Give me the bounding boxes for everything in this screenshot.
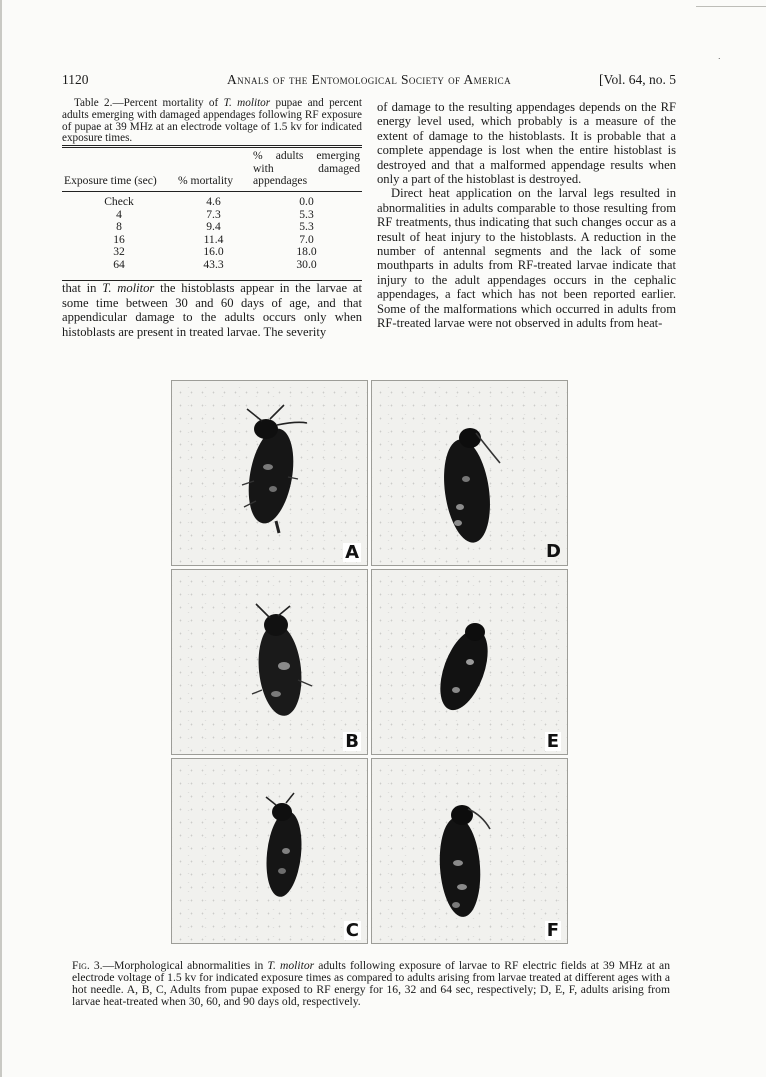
mortality-table	[62, 145, 362, 281]
table-row: 8 9.4 5.3	[116, 220, 314, 234]
figure-panel-d	[371, 380, 568, 566]
table-row: 64 43.3 30.0	[62, 259, 362, 281]
figure-panel-f	[371, 758, 568, 944]
figure-panel-e	[371, 569, 568, 755]
species-name: T. molitor	[267, 958, 315, 972]
figure-caption: Fig. 3.—Morphological abnormalities in T. molitor adults following exposure of larvae to RF electric fields at 39 MHz at an electrode voltage of 1.5 kv for indicated exposure times as compared to adults arising from larvae treated at different ages with a hot needle. A, B, C, Adults from pupae exposed to RF energy for 16, 32 and 64 sec, respectively; D, E, F, adults arising from larvae heat-treated when 30, 60, and 90 days old, respectively.	[72, 958, 670, 1008]
panel-label-e: E	[546, 731, 559, 752]
figure-panel-c	[171, 758, 368, 944]
table-header-row	[62, 147, 362, 192]
body-paragraph: that in T. molitor the histoblasts appear in the larvae at some time between 30 and 60 days of age, and that appendicular damage to the adults occurs only when histoblasts are present in treated larvae. The severity	[62, 281, 362, 339]
column-header-exposure: Exposure time (sec)	[64, 174, 157, 187]
table-caption-label: Table 2.	[74, 97, 113, 109]
figure-panel-b	[171, 569, 368, 755]
table-row: Check 4.6 0.0	[104, 195, 314, 209]
panel-label-c: C	[345, 920, 359, 941]
column-header-mortality: % mortality	[178, 174, 234, 187]
beetle-photo	[172, 570, 368, 755]
scan-speck: ˙	[717, 58, 722, 68]
body-paragraph: Direct heat application on the larval legs resulted in abnormalities in adults comparable to those resulting from RF treatments, thus indicating that such changes occur as a result of heat injury to the histoblasts. A reduction in the number of antennal segments and the lack of some mouthparts in adults from RF-treated larvae indicate that injury to the adult appendages occurs in the cephalic appendages, a fact which has not been reported earlier. Some of the malformations which occurred in adults from RF-treated larvae were not observed in adults from heat-	[377, 186, 676, 331]
table-row: 32 16.0 18.0	[113, 245, 317, 259]
beetle-photo	[172, 759, 368, 944]
journal-title: Annals of the Entomological Society of America	[227, 72, 511, 87]
panel-label-f: F	[546, 920, 559, 941]
beetle-photo	[372, 759, 568, 944]
panel-label-b: B	[345, 731, 359, 752]
volume-label: [Vol. 64, no. 5	[598, 72, 676, 87]
page-number: 1120	[62, 72, 89, 87]
running-header	[62, 72, 676, 90]
species-name: T. molitor	[102, 281, 155, 296]
beetle-photo	[372, 570, 568, 755]
beetle-photo	[172, 381, 368, 566]
left-column	[62, 98, 362, 339]
figure-caption-label: Fig. 3.	[72, 958, 103, 972]
scan-corner-line	[696, 0, 766, 7]
panel-label-d: D	[546, 541, 561, 562]
table-row: 4 7.3 5.3	[116, 207, 314, 221]
panel-label-a: A	[345, 542, 359, 563]
right-column	[377, 100, 676, 331]
figure-panel-a	[171, 380, 368, 566]
column-header-adults: % adults emerging with damaged appendages	[253, 149, 360, 187]
figure-3	[171, 380, 568, 945]
beetle-photo	[372, 381, 568, 566]
species-name: T. molitor	[223, 97, 271, 109]
table-caption: Table 2.—Percent mortality of T. molitor pupae and percent adults emerging with damaged appendages following RF exposure of pupae at 39 MHz at an electrode voltage of 1.5 kv for indicated exposure times.	[62, 97, 362, 145]
scan-edge	[0, 0, 2, 1077]
body-paragraph: of damage to the resulting appendages depends on the RF energy level used, which probably is a measure of the extent of damage to the histoblasts. It is probable that a complete appendage is lost when the entire histoblast is destroyed and that a malformed appendage results when only a part of the histoblast is destroyed.	[377, 100, 676, 187]
table-row: 16 11.4 7.0	[113, 232, 314, 246]
